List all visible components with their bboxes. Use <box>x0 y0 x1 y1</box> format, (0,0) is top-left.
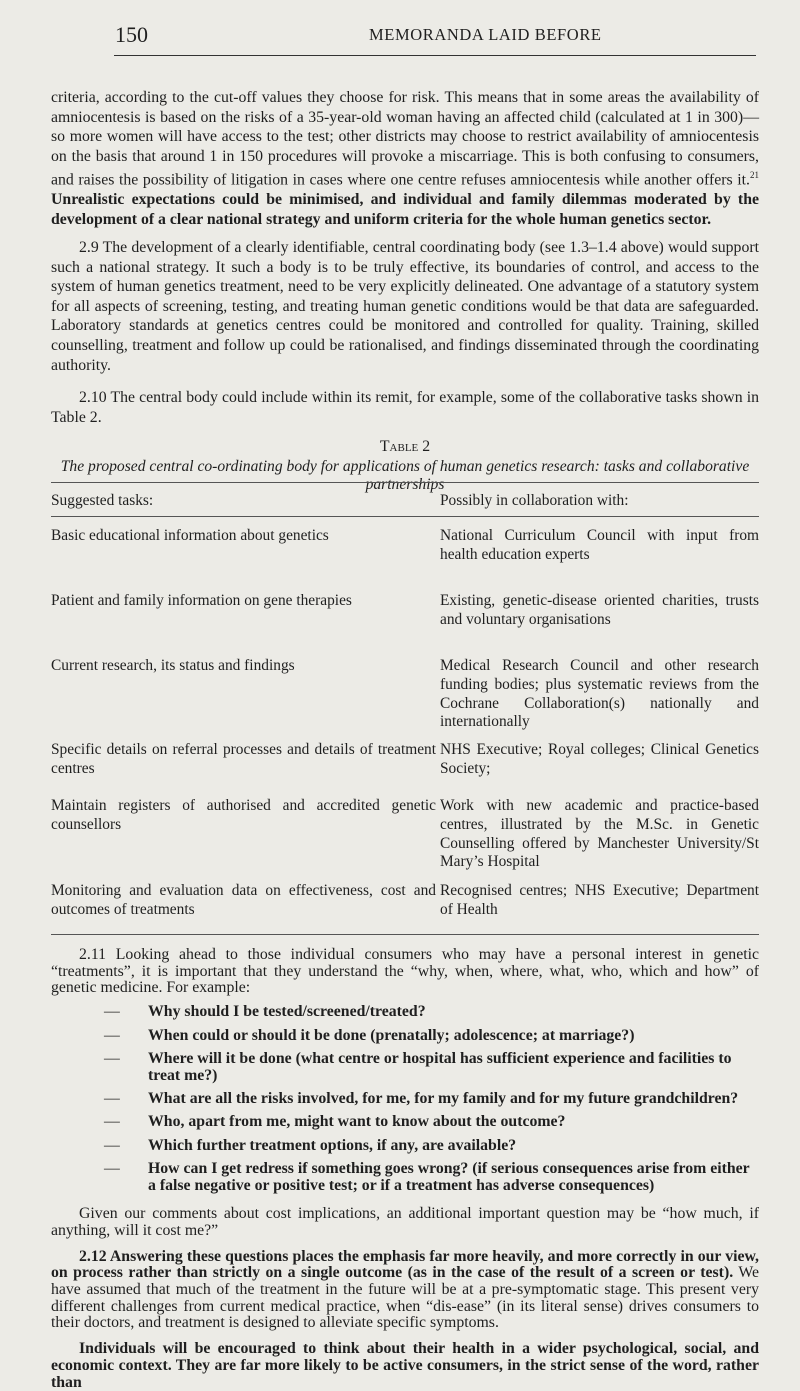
table-cell-task: Monitoring and evaluation data on effectiveness, cost and outcomes of treatments <box>51 882 436 918</box>
cost-paragraph: Given our comments about cost implications, an additional important question may be “how much, if anything, will it cost me?” <box>51 1205 759 1239</box>
table-bottom-rule <box>51 934 759 935</box>
table-top-rule <box>51 482 759 483</box>
table-cell-task: Maintain registers of authorised and accredited genetic counsellors <box>51 797 436 833</box>
paragraph-2-12-normal: We have assumed that much of the treatment in the future will be at a pre-symptomatic stage. This present very different challenges from current medical practice, when “dis-ease” (in its literal sense) drives consumers to their doctors, and treatment is designed to alleviate specific symptoms. <box>51 1264 759 1332</box>
table-cell-partner: Existing, genetic-disease oriented charities, trusts and voluntary organisations <box>440 592 759 628</box>
question-text: When could or should it be done (prenatally; adolescence; at marriage?) <box>148 1026 635 1044</box>
list-item <box>104 1091 759 1108</box>
dash-marker: — <box>104 1136 120 1154</box>
final-paragraph-text: Individuals will be encouraged to think about their health in a wider psychological, social, and economic context. They are far more likely to be active consumers, in the strict sense of the word, rather than <box>51 1340 759 1391</box>
table-caption: Table 2 <box>379 438 431 455</box>
dash-marker: — <box>104 1026 120 1044</box>
paragraph-2-9: 2.9 The development of a clearly identifiable, central coordinating body (see 1.3–1.4 above) would support such a national strategy. It such a body is to be truly effective, its boundaries of control, and access to the system of human genetics treatment, need to be very explicitly delineated. One advantage of a statutory system for all aspects of screening, testing, and treating human genetic conditions would be that data are safeguarded. Laboratory standards at genetics centres could be monitored and controlled for quality. Training, skilled counselling, treatment and follow up could be rationalised, and findings disseminated through the coordinating authority. <box>51 239 759 374</box>
paragraph-2-12-number: 2.12 <box>79 1247 107 1265</box>
question-text: Which further treatment options, if any, are available? <box>148 1136 517 1154</box>
table-cell-task: Specific details on referral processes and details of treatment centres <box>51 741 436 777</box>
list-item <box>104 1028 759 1045</box>
paragraph-2-12 <box>51 1249 759 1332</box>
table-header-tasks: Suggested tasks: <box>51 492 154 509</box>
list-item <box>104 1138 759 1155</box>
table-cell-task: Patient and family information on gene therapies <box>51 592 352 609</box>
table-cell-partner: National Curriculum Council with input from health education experts <box>440 527 759 563</box>
table-cell-task: Basic educational information about genetics <box>51 527 329 544</box>
question-text: Who, apart from me, might want to know about the outcome? <box>148 1113 566 1131</box>
question-list <box>104 1004 759 1201</box>
table-header-rule <box>51 516 759 517</box>
question-text: How can I get redress if something goes wrong? (if serious consequences arise from either a false negative or positive test; or if a treatment has adverse consequences) <box>148 1159 750 1194</box>
list-item <box>104 1114 759 1131</box>
list-item <box>104 1004 759 1021</box>
table-cell-task: Current research, its status and findings <box>51 657 295 674</box>
paragraph-2-12-bold: Answering these questions places the emphasis far more heavily, and more correctly in our view, on process rather than strictly on a single outcome (as in the case of the result of a screen or test). <box>51 1247 759 1282</box>
question-text: Where will it be done (what centre or hospital has sufficient experience and facilities to treat me?) <box>148 1049 732 1084</box>
question-text: Why should I be tested/screened/treated? <box>148 1003 426 1021</box>
dash-marker: — <box>104 1090 120 1107</box>
list-item <box>104 1051 759 1085</box>
table-cell-partner: Work with new academic and practice-based centres, illustrated by the M.Sc. in Genetic Counselling offered by Manchester University/St Mary’s Hospital <box>440 797 759 871</box>
intro-paragraph <box>51 88 759 229</box>
list-item <box>104 1161 759 1195</box>
page-number: 150 <box>115 22 148 47</box>
question-text: What are all the risks involved, for me, for my family and for my future grandchildren? <box>148 1090 739 1107</box>
intro-normal-text: criteria, according to the cut-off values they choose for risk. This means that in some areas the availability of amniocentesis is based on the risks of a 35-year-old woman having an affected child (calculated at 1 in 300)—so more women will have access to the test; other districts may choose to restrict availability of amniocentesis on the basis that around 1 in 150 procedures will provoke a miscarriage. This is both confusing to consumers, and raises the possibility of litigation in cases where one centre refuses amniocentesis while another offers it. <box>51 89 759 189</box>
dash-marker: — <box>104 1049 120 1067</box>
header-rule <box>114 55 756 56</box>
page-header <box>115 22 755 48</box>
footnote-marker: 21 <box>750 170 759 181</box>
table-subtitle: The proposed central co-ordinating body for applications of human genetics research: tasks and collaborative partnerships <box>60 458 750 493</box>
paragraph-2-11: 2.11 Looking ahead to those individual consumers who may have a personal interest in genetic “treatments”, it is important that they understand the “why, when, where, what, who, which and how” of genetic medicine. For example: <box>51 946 759 997</box>
table-header-partners: Possibly in collaboration with: <box>440 492 629 509</box>
final-paragraph <box>51 1341 759 1391</box>
paragraph-2-10: 2.10 The central body could include within its remit, for example, some of the collaborative tasks shown in Table 2. <box>51 389 759 426</box>
table-cell-partner: Medical Research Council and other research funding bodies; plus systematic reviews from the Cochrane Collaboration(s) nationally and internationally <box>440 657 759 731</box>
dash-marker: — <box>104 1159 120 1177</box>
table-cell-partner: NHS Executive; Royal colleges; Clinical Genetics Society; <box>440 741 759 777</box>
table-cell-partner: Recognised centres; NHS Executive; Department of Health <box>440 882 759 918</box>
dash-marker: — <box>104 1113 120 1131</box>
running-title: MEMORANDA LAID BEFORE <box>369 25 602 44</box>
intro-bold-text: Unrealistic expectations could be minimised, and individual and family dilemmas moderated by the development of a clear national strategy and uniform criteria for the whole human genetics sector. <box>51 191 759 228</box>
dash-marker: — <box>104 1003 120 1021</box>
